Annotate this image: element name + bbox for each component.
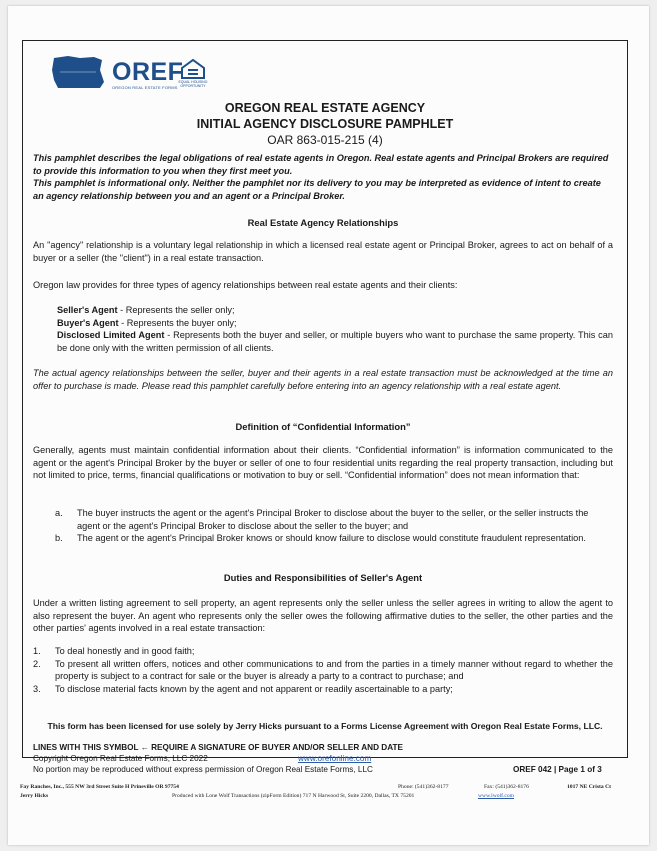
confidential-exceptions-list [55, 507, 612, 545]
section-heading-relationships: Real Estate Agency Relationships [247, 217, 399, 228]
section-heading-duties: Duties and Responsibilities of Seller's Agent [223, 572, 423, 583]
agency-desc: - Represents the buyer only; [118, 317, 237, 328]
reproduction-notice: No portion may be reproduced without express permission of Oregon Real Estate Forms, LLC [33, 765, 373, 774]
equal-housing-icon [178, 58, 208, 80]
relationships-paragraph-1 [33, 239, 613, 264]
lwolf-link[interactable]: www.lwolf.com [478, 793, 514, 799]
list-marker: 1. [33, 646, 41, 656]
list-text: To present all written offers, notices and other communications to and from the parties in a timely manner without regard to whether the property is subject to a contract for sale or the buyer is already a party to a contract to purchase; and [55, 658, 613, 682]
agency-term: Disclosed Limited Agent [57, 330, 165, 341]
duties-paragraph [33, 597, 613, 635]
duties-list [33, 645, 613, 695]
logo-text: OREF [112, 58, 184, 86]
intro-paragraph-1: This pamphlet describes the legal obligations of real estate agents in Oregon. Real estate agents and Principal Brokers are required to provide this information to you when they first meet you. [33, 153, 609, 176]
agency-desc: - Represents both the buyer and seller, or multiple buyers who want to purchase the same property. This can be done only with the written permission of all clients. [57, 330, 613, 353]
section-heading-confidential: Definition of “Confidential Information” [235, 421, 411, 432]
list-item [33, 645, 613, 658]
page-subtitle: INITIAL AGENCY DISCLOSURE PAMPHLET [196, 117, 454, 131]
signature-notice: LINES WITH THIS SYMBOL ← REQUIRE A SIGNATURE OF BUYER AND/OR SELLER AND DATE [33, 743, 403, 752]
list-text: The buyer instructs the agent or the agent's Principal Broker to disclose about the buyer to the seller, or the seller instructs the agent or the agent's Principal Broker to disclose about the seller to the buyer; and [77, 508, 589, 531]
logo-subtext: OREGON REAL ESTATE FORMS [112, 85, 178, 90]
equal-housing-logo [178, 58, 208, 92]
listing-address: 1017 NE Crista Ct [567, 784, 611, 790]
list-item [57, 304, 613, 317]
form-id: OREF 042 | Page 1 of 3 [513, 765, 602, 774]
relationships-paragraph-3 [33, 367, 613, 392]
phone-number: Phone: (541)362-8177 [398, 784, 449, 790]
agency-types-list [57, 304, 613, 354]
agency-term: Buyer's Agent [57, 317, 119, 328]
company-info: Fay Ranches, Inc., 555 NW 3rd Street Suite H Prineville OR 97754 [20, 784, 179, 790]
list-text: To disclose material facts known by the agent and not apparent or readily ascertainable to a party; [55, 683, 453, 694]
list-item [33, 658, 613, 683]
fax-number: Fax: (541)362-8176 [484, 784, 529, 790]
list-text: To deal honestly and in good faith; [55, 646, 195, 656]
list-marker: 2. [33, 658, 41, 669]
intro-text [33, 152, 613, 202]
equal-housing-text: EQUAL HOUSING OPPORTUNITY [178, 80, 208, 88]
website-link[interactable]: www.orefonline.com [298, 754, 372, 763]
agency-term: Seller's Agent [57, 305, 118, 315]
relationships-paragraph-2 [33, 279, 613, 292]
confidential-paragraph [33, 444, 613, 482]
relationships-p1-text: An "agency" relationship is a voluntary legal relationship in which a licensed real estate agent or Principal Broker, agrees to act on behalf of a buyer or a seller (the "client") in a real estate transaction. [33, 240, 613, 263]
agent-name: Jerry Hicks [20, 793, 49, 799]
list-text: The agent or the agent's Principal Broker knows or should know failure to disclose would constitute fraudulent representation. [77, 533, 586, 544]
relationships-p2-text: Oregon law provides for three types of agency relationships between real estate agents and their clients: [33, 280, 458, 290]
page-title: OREGON REAL ESTATE AGENCY [224, 101, 426, 115]
confidential-p1-text: Generally, agents must maintain confidential information about their clients. “Confidential information” is information communicated to the agent or the agent's Principal Broker by the buyer or seller of one to four residential units regarding the real property transaction, including but not limited to price, terms, financial qualifications or motivation to buy or sell. “Confidential information” does not mean information that: [33, 445, 613, 481]
list-item [57, 317, 613, 330]
list-item [55, 507, 612, 532]
list-item [55, 532, 612, 545]
oregon-map-icon [50, 52, 108, 92]
list-item [33, 683, 613, 696]
list-marker: 3. [33, 683, 41, 694]
license-notice: This form has been licensed for use solely by Jerry Hicks pursuant to a Forms License Agreement with Oregon Real Estate Forms, LLC. [47, 721, 603, 731]
list-marker: a. [55, 508, 63, 518]
relationships-p3-text: The actual agency relationships between the seller, buyer and their agents in a real estate transaction must be acknowledged at the time an offer to purchase is made. Please read this pamphlet carefully before entering into an agency relationship with a real estate agent. [33, 368, 613, 391]
rule-reference: OAR 863-015-215 (4) [267, 133, 383, 147]
produced-with: Produced with Lone Wolf Transactions (zipForm Edition) 717 N Harwood St, Suite 2200, Dallas, TX 75201 [172, 793, 415, 799]
copyright-text: Copyright Oregon Real Estate Forms, LLC 2022 [33, 754, 208, 763]
duties-p1-text: Under a written listing agreement to sell property, an agent represents only the seller unless the seller agrees in writing to allow the agent to also represent the buyer. An agent who represents only the seller owes the following affirmative duties to the seller, the other parties and the other parties' agents involved in a real estate transaction: [33, 598, 613, 634]
list-item [57, 329, 613, 354]
agency-desc: - Represents the seller only; [117, 305, 235, 315]
intro-paragraph-2: This pamphlet is informational only. Neither the pamphlet nor its delivery to you may be interpreted as evidence of intent to create an agency relationship between you and an agent or a Principal Broker. [33, 178, 601, 201]
list-marker: b. [55, 533, 63, 544]
